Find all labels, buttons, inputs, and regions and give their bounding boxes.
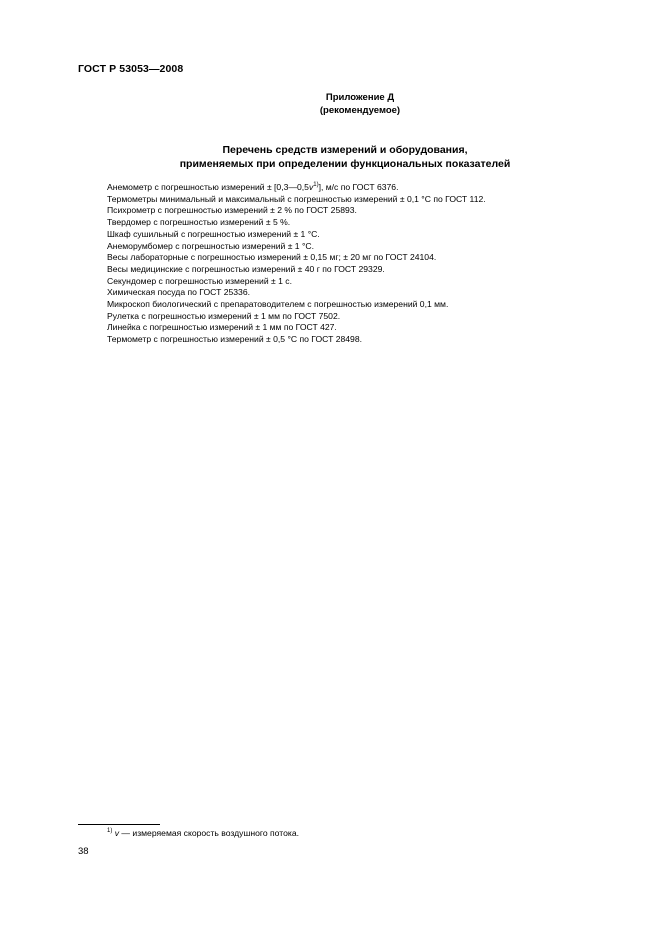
item-text: Анемометр с погрешностью измерений ± [0,3—0,5 xyxy=(107,182,309,192)
velocity-variable: v xyxy=(308,182,314,192)
footnote-marker: 1) xyxy=(107,828,113,835)
footnote-text: — измеряемая скорость воздушного потока. xyxy=(119,828,299,838)
list-item: Химическая посуда по ГОСТ 25336. xyxy=(107,287,251,298)
list-item: Микроскоп биологический с препаратоводителем с погрешностью измерений 0,1 мм. xyxy=(107,299,449,310)
list-item: Термометры минимальный и максимальный с погрешностью измерений ± 0,1 °С по ГОСТ 112. xyxy=(107,193,486,204)
annex-subtitle: (рекомендуемое) xyxy=(319,105,401,116)
annex-title: Приложение Д xyxy=(325,92,395,103)
equipment-list xyxy=(107,182,607,346)
list-item: Весы медицинские с погрешностью измерений ± 40 г по ГОСТ 29329. xyxy=(107,263,385,274)
footnote-variable: v xyxy=(114,828,120,838)
footnote xyxy=(107,828,299,838)
list-item xyxy=(107,182,607,194)
list-title-line-2: применяемых при определении функциональных показателей xyxy=(179,158,511,170)
standard-code: ГОСТ Р 53053—2008 xyxy=(78,63,184,75)
list-item: Секундомер с погрешностью измерений ± 1 с. xyxy=(107,275,292,286)
list-item: Рулетка с погрешностью измерений ± 1 мм по ГОСТ 7502. xyxy=(107,310,341,321)
footnote-divider xyxy=(78,824,160,825)
list-title-line-1: Перечень средств измерений и оборудования, xyxy=(222,144,468,156)
list-item: Анеморумбомер с погрешностью измерений ± 1 °С. xyxy=(107,240,314,251)
item-text: ], м/с по ГОСТ 6376. xyxy=(318,182,399,192)
list-item: Твердомер с погрешностью измерений ± 5 %. xyxy=(107,217,291,228)
list-item: Термометр с погрешностью измерений ± 0,5 °С по ГОСТ 28498. xyxy=(107,334,362,345)
list-item: Весы лабораторные с погрешностью измерений ± 0,15 мг; ± 20 мг по ГОСТ 24104. xyxy=(107,252,437,263)
list-item: Линейка с погрешностью измерений ± 1 мм по ГОСТ 427. xyxy=(107,322,337,333)
page-number: 38 xyxy=(78,846,89,857)
list-item: Психрометр с погрешностью измерений ± 2 % по ГОСТ 25893. xyxy=(107,205,357,216)
footnote-reference: 1) xyxy=(313,182,319,189)
list-item: Шкаф сушильный с погрешностью измерений ± 1 °С. xyxy=(107,228,320,239)
